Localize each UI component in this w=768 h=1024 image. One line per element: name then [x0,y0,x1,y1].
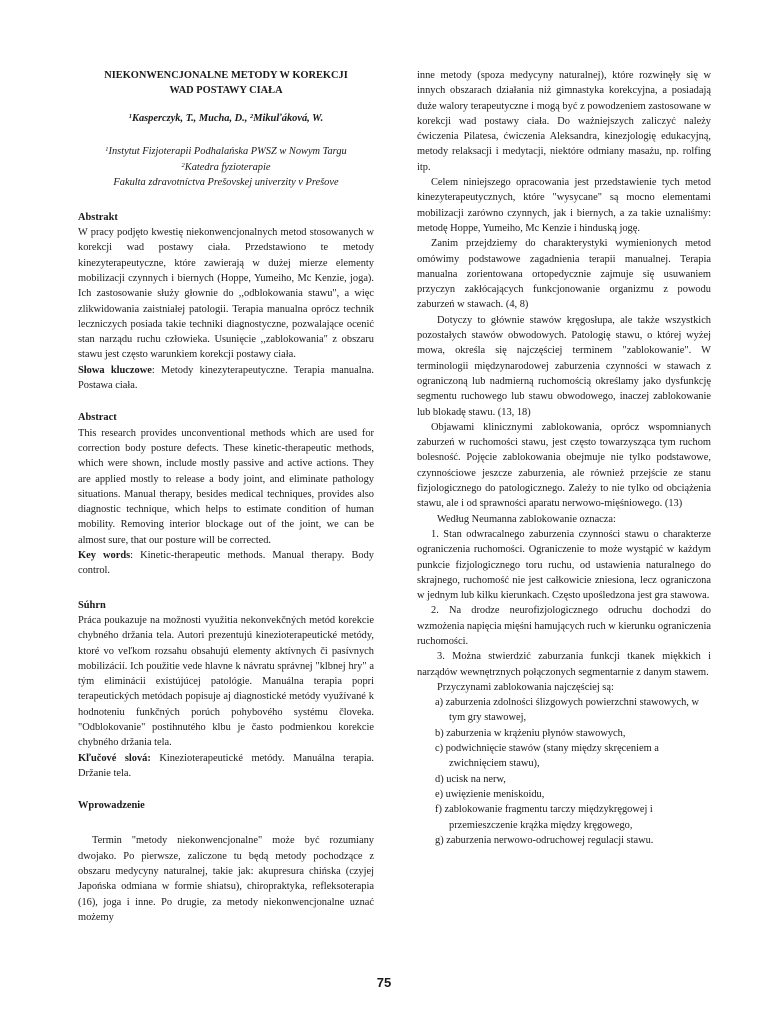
numbered-point-3: 3. Można stwierdzić zaburzania funkcji tkanek miękkich i narządów wewnętrznych połączonych segmentarnie z danym stawem. [417,651,711,678]
suhrn-heading: Súhrn [78,599,106,611]
list-item: d) ucisk na nerw, [435,773,506,785]
abstrakt-keywords-text: : Metody kinezyterapeutyczne. Terapia manualna. Postawa ciała. [78,364,374,392]
author-sup-1: 1 [128,113,133,120]
causes-list [417,695,711,848]
intro-paragraph-7: Przyczynami zablokowania najczęściej są: [437,681,614,693]
suhrn-keywords [78,751,374,782]
abstrakt-keywords [78,363,374,394]
authors-group-1: Kasperczyk, T., Mucha, D., [132,113,250,124]
list-item: f) zablokowanie fragmentu tarczy międzykręgowej i przemieszczenie krążka między kręgowego, [435,804,653,831]
suhrn-section [78,598,374,782]
left-column [78,68,374,925]
wprowadzenie-section [78,798,374,925]
abstrakt-heading: Abstrakt [78,211,118,223]
intro-paragraph-1: Termin "metody niekonwencjonalne" może być rozumiany dwojako. Po pierwsze, zaliczone tu będą metody pochodzące z obszaru medycyny naturalnej, takie jak: akupresura chińska (czyjej Japońska odmiana w formie shiatsu), chiropraktyka, refleksoterapia (16), joga i inne. Po drugie, za metody niekonwencjonalne uznać możemy [78,835,374,923]
abstract-en-keywords [78,548,374,579]
affiliation-line-2: Katedra fyzioterapie [184,161,271,173]
list-item: b) zaburzenia w krążeniu płynów stawowych, [435,727,626,739]
intro-paragraph-4: Dotyczy to głównie stawów kręgosłupa, ale także wszystkich pozostałych stawów obwodowych. Patologię stawu, o której wyżej mowa, określa się najczęściej terminem "zablokowanie". W terminologii międzynarodowej zaburzenia czynności w stawach z ograniczoną lub nadmierną ruchomością określamy jako dysfunkcję segmentu ruchowego lub stawu obwodowego, inaczej zablokowanie lub blokadę stawu. (13, 18) [417,314,711,418]
page-number: 75 [376,975,392,990]
intro-paragraph-1-continued: inne metody (spoza medycyny naturalnej), które rozwinęły się w innych obszarach działania niż gimnastyka korekcyjna, a posiadają duże walory terapeutyczne i mogą być z powodzeniem zastosowane w korekcji wad postawy ciała. Do ważniejszych zaliczyć należy ćwiczenia Pilatesa, ćwiczenia Aleksandra, kinezjologię edukacyjną, metody relaksacji i medytacji, niektóre odmiany masażu, np. rolfing itp. [417,70,711,173]
authors-group-2: Mikuľáková, W. [253,113,324,124]
affiliations [78,144,374,191]
suhrn-body: Práca poukazuje na možnosti využitia nekonvekčných metód korekcie chybného držania tela. Autori prezentujú kinezioterapeutické metódy, ktoré vo veľkom rozsahu obsahujú elementy aktívnych či pasívnych mobilizácií. Ich použitie vede hlavne k návratu správnej "klbnej hry" a tým eliminácii existújúcej patológie. Manuálna terapia popri terapeutických metódach popisuje aj diagnostické metódy využívané k hodnoteniu funkčných porúch pohybového systému človeka. "Odblokovanie" postihnutého klbu je často podmienkou korekcie chybného držania tela. [78,614,374,749]
abstract-en-section [78,410,374,578]
title-line-2: WAD POSTAWY CIAŁA [169,85,283,96]
list-item: e) uwięzienie meniskoidu, [435,788,545,800]
numbered-point-2: 2. Na drodze neurofizjologicznego odruchu dochodzi do wzmożenia napięcia mięśni hamujących ruch w kierunku ograniczenia ruchomości. [417,605,711,647]
intro-paragraph-5: Objawami klinicznymi zablokowania, oprócz wspomnianych zaburzeń w ruchomości stawu, jest często towarzysząca tym ruchom bolesność. Pojęcie zablokowania obejmuje nie tylko podstawowe, czynnościowe jeszcze zaburzenia, ale również przejście ze stanu fizjologicznego do patologicznego. Zależy to nie tylko od obciążenia stawu, ale i od sprawności aparatu nerwowo-mięśniowego. (13) [417,421,711,510]
abstract-en-body: This research provides unconventional methods which are used for correction body posture defects. These kinetic-therapeutic methods, which were shown, include mostly passive and active actions. They are applied mostly to release a body joint, and eliminate pathology situations. Manual therapy, besides medical techniques, provides also diagnostic technique, which helps to estimate condition of human mobility. Removing interior blockage out of the joint, we can be almost sure, that our posture will be corrected. [78,427,374,546]
abstrakt-section [78,210,374,394]
intro-paragraph-2: Celem niniejszego opracowania jest przedstawienie tych metod kinezyterapeutycznych, które "wysycane" są mocno elementami mobilizacji zarówno czynnych, jak i biernych, a za takie uznaliśmy: metodę Hoppe, Yumeiho, Mc Kenzie i hinduską jogę. [417,177,711,234]
author-sup-2: 2 [249,113,254,120]
abstract-en-heading: Abstract [78,412,117,424]
list-item: c) podwichnięcie stawów (stany między skręceniem a zwichnięciem stawu), [435,743,659,770]
suhrn-keywords-text: Kinezioterapeutické metódy. Manuálna terapia. Držanie tela. [78,752,374,779]
suhrn-keywords-label: Kľučové slová: [78,752,151,764]
article-title [78,68,374,98]
affiliation-line-3: Fakulta zdravotníctva Prešovskej univerzity v Prešove [113,177,339,189]
affiliation-line-1: Instytut Fizjoterapii Podhalańska PWSZ w Nowym Targu [108,146,347,158]
right-column [417,68,711,848]
wprowadzenie-heading: Wprowadzenie [78,800,145,812]
abstract-en-keywords-text: : Kinetic-therapeutic methods. Manual therapy. Body control. [78,550,375,577]
abstrakt-body: W pracy podjęto kwestię niekonwencjonalnych metod stosowanych w korekcji wad postawy ciała. Przedstawiono te metody kinezyterapeutyczne, które zawierają w dużej mierze elementy mobilizacji czynnych i biernych (Hoppe, Yumeiho, Mc Kenzie, joga). Ich zastosowanie służy głownie do ,,odblokowania stawu", a więc zlikwidowania zaistniałej patologii. Terapia manualna oprócz technik leczniczych posiada takie techniki diagnostyczne, pozwalające ocenić stan narządu ruchu człowieka. Usunięcie ,,zablokowania" z obszaru stawu jest często warunkiem korekcji postawy ciała. [78,227,374,361]
list-item: g) zaburzenia nerwowo-odruchowej regulacji stawu. [435,834,654,846]
list-item: a) zaburzenia zdolności ślizgowych powierzchni stawowych, w tym gry stawowej, [435,697,700,724]
affil-sup-1: 1 [105,146,109,154]
abstract-en-keywords-label: Key words [78,550,131,562]
affil-sup-2: 2 [181,161,185,169]
intro-paragraph-3: Zanim przejdziemy do charakterystyki wymienionych metod omówimy podstawowe zagadnienia terapii manualnej. Terapia manualna zorientowana ortopedycznie zajmuje się usuwaniem przyczyn zakłócających funkcjonowanie organizmu z powodu zaburzeń w stawach. (4, 8) [417,238,711,311]
numbered-point-1: 1. Stan odwracalnego zaburzenia czynności stawu o charakterze ograniczenia ruchomości. Ograniczenie to może wystąpić w każdym punkcie fizjologicznego toru ruchu, od ustawienia naturalnego do skrajnego, ruchomość nie jest całkowicie zniesiona, lecz ograniczona w jednym lub kilku kierunkach. Często upośledzona jest gra stawowa. [417,528,711,602]
title-line-1: NIEKONWENCJONALNE METODY W KOREKCJI [104,70,348,81]
intro-paragraph-6: Według Neumanna zablokowanie oznacza: [437,513,616,525]
abstrakt-keywords-label: Słowa kluczowe [78,364,152,376]
authors [78,111,374,126]
